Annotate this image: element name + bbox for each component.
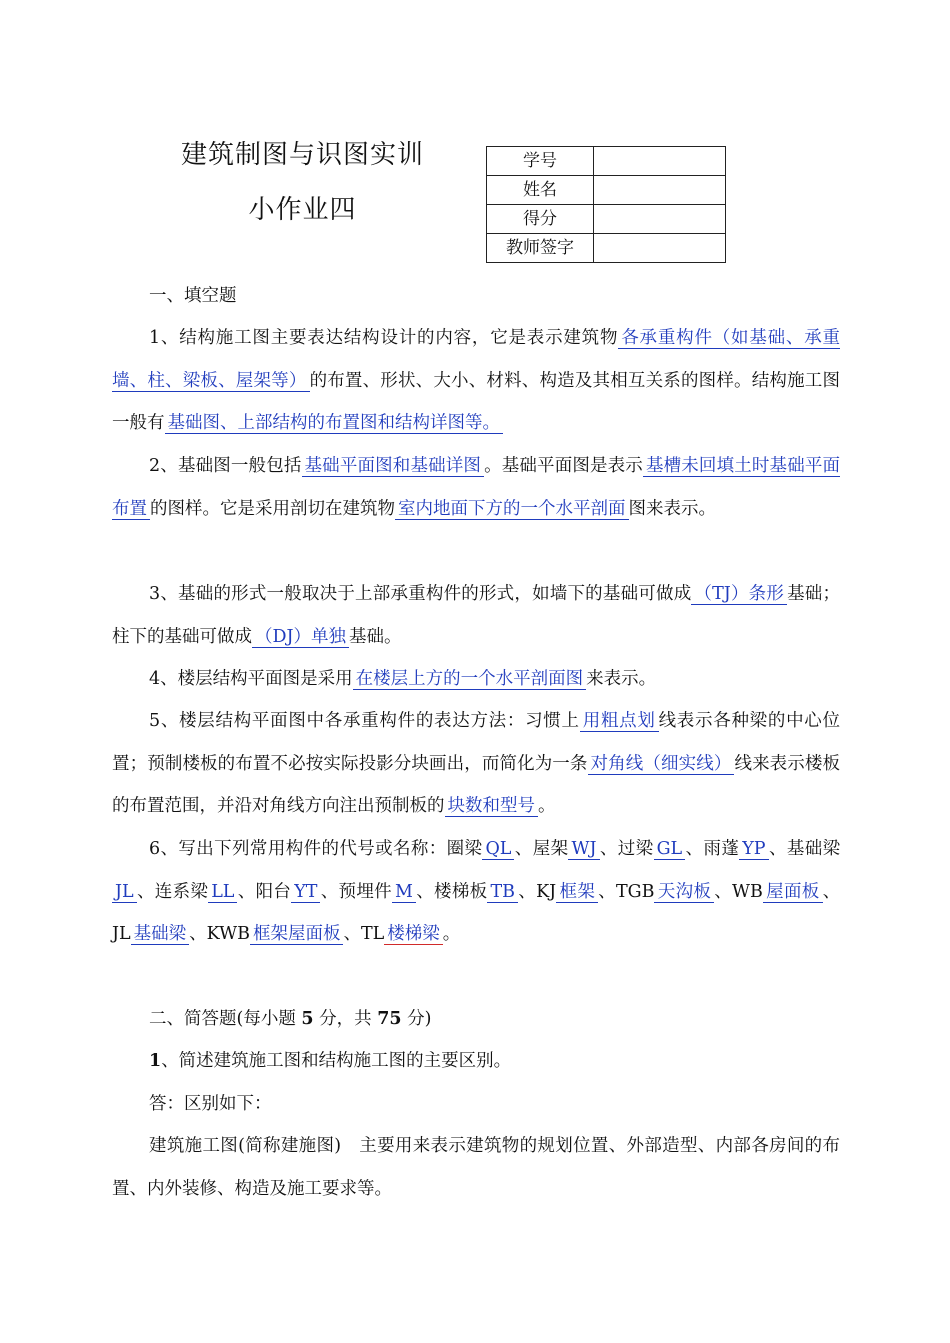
question-text: 2、基础图一般包括 [149, 456, 302, 476]
question-text: 图来表示。 [628, 498, 716, 519]
heading-text: 二、简答题(每小题 [149, 1009, 302, 1029]
component-name: JL [112, 924, 131, 944]
component-name: 连系梁 [154, 881, 209, 902]
section1-heading: 一、填空题 [149, 286, 237, 306]
info-row-teacher-signature [487, 234, 726, 263]
component-answer: 屋面板 [763, 882, 823, 903]
question-text: 。 [538, 796, 556, 816]
info-value[interactable] [594, 234, 726, 263]
component-name: 圈梁 [446, 839, 483, 859]
question-4 [112, 658, 840, 701]
question-text: 来表示。 [586, 669, 657, 689]
component-answer: M [392, 882, 416, 903]
component-name: 预埋件 [338, 881, 392, 902]
component-name: 阳台 [255, 881, 292, 902]
separator: 、 [514, 839, 533, 859]
info-value[interactable] [594, 205, 726, 234]
points-per-question: 5 [301, 1009, 314, 1029]
answer-blank: 用粗点划 [580, 711, 659, 732]
question-text: 6、写出下列常用构件的代号或名称： [149, 839, 447, 859]
component-name: 过梁 [617, 839, 654, 859]
component-name: TL [360, 924, 385, 944]
answer-paragraph: 建筑施工图(简称建施图) 主要用来表示建筑物的规划位置、外部造型、内部各房间的布置、内外装修、构造及施工要求等。 [112, 1136, 840, 1199]
info-label: 学号 [487, 147, 594, 176]
component-name: 楼梯板 [434, 881, 488, 902]
component-answer: LL [208, 882, 237, 903]
separator: 、 [822, 881, 841, 902]
short-answer-question-1 [112, 1040, 840, 1083]
component-answer: WJ [568, 839, 599, 860]
component-answer: 框架屋面板 [250, 924, 344, 945]
answer-blank: 基槽未回填土时基础平面布置 [112, 456, 841, 519]
component-answer: GL [654, 839, 686, 860]
component-name: WB [732, 881, 763, 902]
separator: 、 [320, 881, 339, 902]
component-answer: 楼梯梁 [384, 924, 443, 945]
question-text: 。基础平面图是表示 [484, 456, 643, 476]
component-answer: YT [291, 882, 320, 903]
separator: 、 [599, 839, 618, 859]
component-answer: 基础梁 [131, 924, 190, 945]
component-answer: 天沟板 [654, 882, 714, 903]
component-answer: YP [739, 839, 768, 860]
heading-text: 分) [401, 1009, 432, 1029]
question-text: 1、结构施工图主要表达结构设计的内容，它是表示建筑物 [149, 328, 619, 348]
separator: 、 [598, 881, 616, 902]
answer-blank: 室内地面下方的一个水平剖面 [395, 499, 629, 520]
question-2 [112, 445, 840, 530]
info-value[interactable] [594, 176, 726, 205]
total-points: 75 [377, 1009, 402, 1029]
question-number: 1 [149, 1051, 162, 1071]
info-row-student-id [487, 147, 726, 176]
question-text: 4、楼层结构平面图是采用 [149, 669, 353, 689]
question-1 [112, 317, 840, 445]
answer-blank: 基础图、上部结构的布置图和结构详图等。 [165, 413, 504, 434]
document-title: 建筑制图与识图实训 [180, 140, 424, 170]
separator: 、 [714, 881, 732, 902]
component-name: KWB [206, 924, 250, 944]
answer-blank: 基础平面图和基础详图 [302, 456, 485, 477]
question-text: 、简述建筑施工图和结构施工图的主要区别。 [161, 1051, 512, 1071]
component-answer: JL [112, 882, 137, 903]
question-text: 线来表示楼板的布置范围，并沿对角线方向注出预制板的 [112, 753, 841, 816]
heading-text: 分，共 [313, 1009, 378, 1029]
info-value[interactable] [594, 147, 726, 176]
info-row-score [487, 205, 726, 234]
question-text: 基础。 [349, 626, 402, 647]
info-label: 姓名 [487, 176, 594, 205]
component-answer: 框架 [556, 882, 598, 903]
info-label: 教师签字 [487, 234, 594, 263]
component-answer: QL [482, 839, 514, 860]
component-name: KJ [536, 881, 557, 902]
info-row-name [487, 176, 726, 205]
student-info-table [486, 146, 726, 263]
separator: 、 [136, 881, 155, 902]
document-subtitle: 小作业四 [248, 195, 357, 225]
question-text: 的布置、形状、大小、材料、构造及其相互关系的图样。结构施工图一般有 [112, 370, 840, 433]
separator: 、 [685, 839, 704, 859]
question-6 [112, 828, 840, 956]
separator: 、 [517, 881, 537, 902]
component-name: TGB [615, 881, 655, 902]
answer-blank: 块数和型号 [445, 796, 539, 817]
answer-blank: 对角线（细实线） [588, 754, 735, 775]
info-label: 得分 [487, 205, 594, 234]
question-text: 5、楼层结构平面图中各承重构件的表达方法：习惯上 [149, 711, 580, 731]
component-name: 雨蓬 [703, 839, 740, 859]
question-text: 的图样。它是采用剖切在建筑物 [150, 498, 395, 519]
question-3 [112, 573, 840, 658]
separator: 。 [442, 924, 461, 944]
separator: 、 [237, 881, 256, 902]
component-name: 基础梁 [786, 839, 841, 859]
answer-intro: 答：区别如下： [149, 1094, 272, 1114]
separator: 、 [415, 881, 435, 902]
question-text: 线表示各种梁的中心位置；预制楼板的布置不必按实际投影分块画出，而简化为一条 [112, 711, 841, 774]
component-answer: TB [487, 882, 518, 903]
answer-blank: （DJ）单独 [252, 627, 349, 648]
separator: 、 [343, 924, 361, 944]
component-name: 屋架 [532, 839, 569, 859]
answer-blank: （TJ）条形 [691, 584, 787, 605]
separator: 、 [768, 839, 787, 859]
question-text: 3、基础的形式一般取决于上部承重构件的形式，如墙下的基础可做成 [149, 584, 692, 604]
answer-blank: 在楼层上方的一个水平剖面图 [353, 669, 587, 690]
separator: 、 [189, 924, 207, 944]
question-5 [112, 700, 840, 828]
answer-blank: 各承重构件（如基础、承重墙、柱、梁板、屋架等） [112, 328, 840, 391]
question-text: 基础；柱下的基础可做成 [112, 584, 840, 647]
section2-heading [112, 998, 840, 1041]
